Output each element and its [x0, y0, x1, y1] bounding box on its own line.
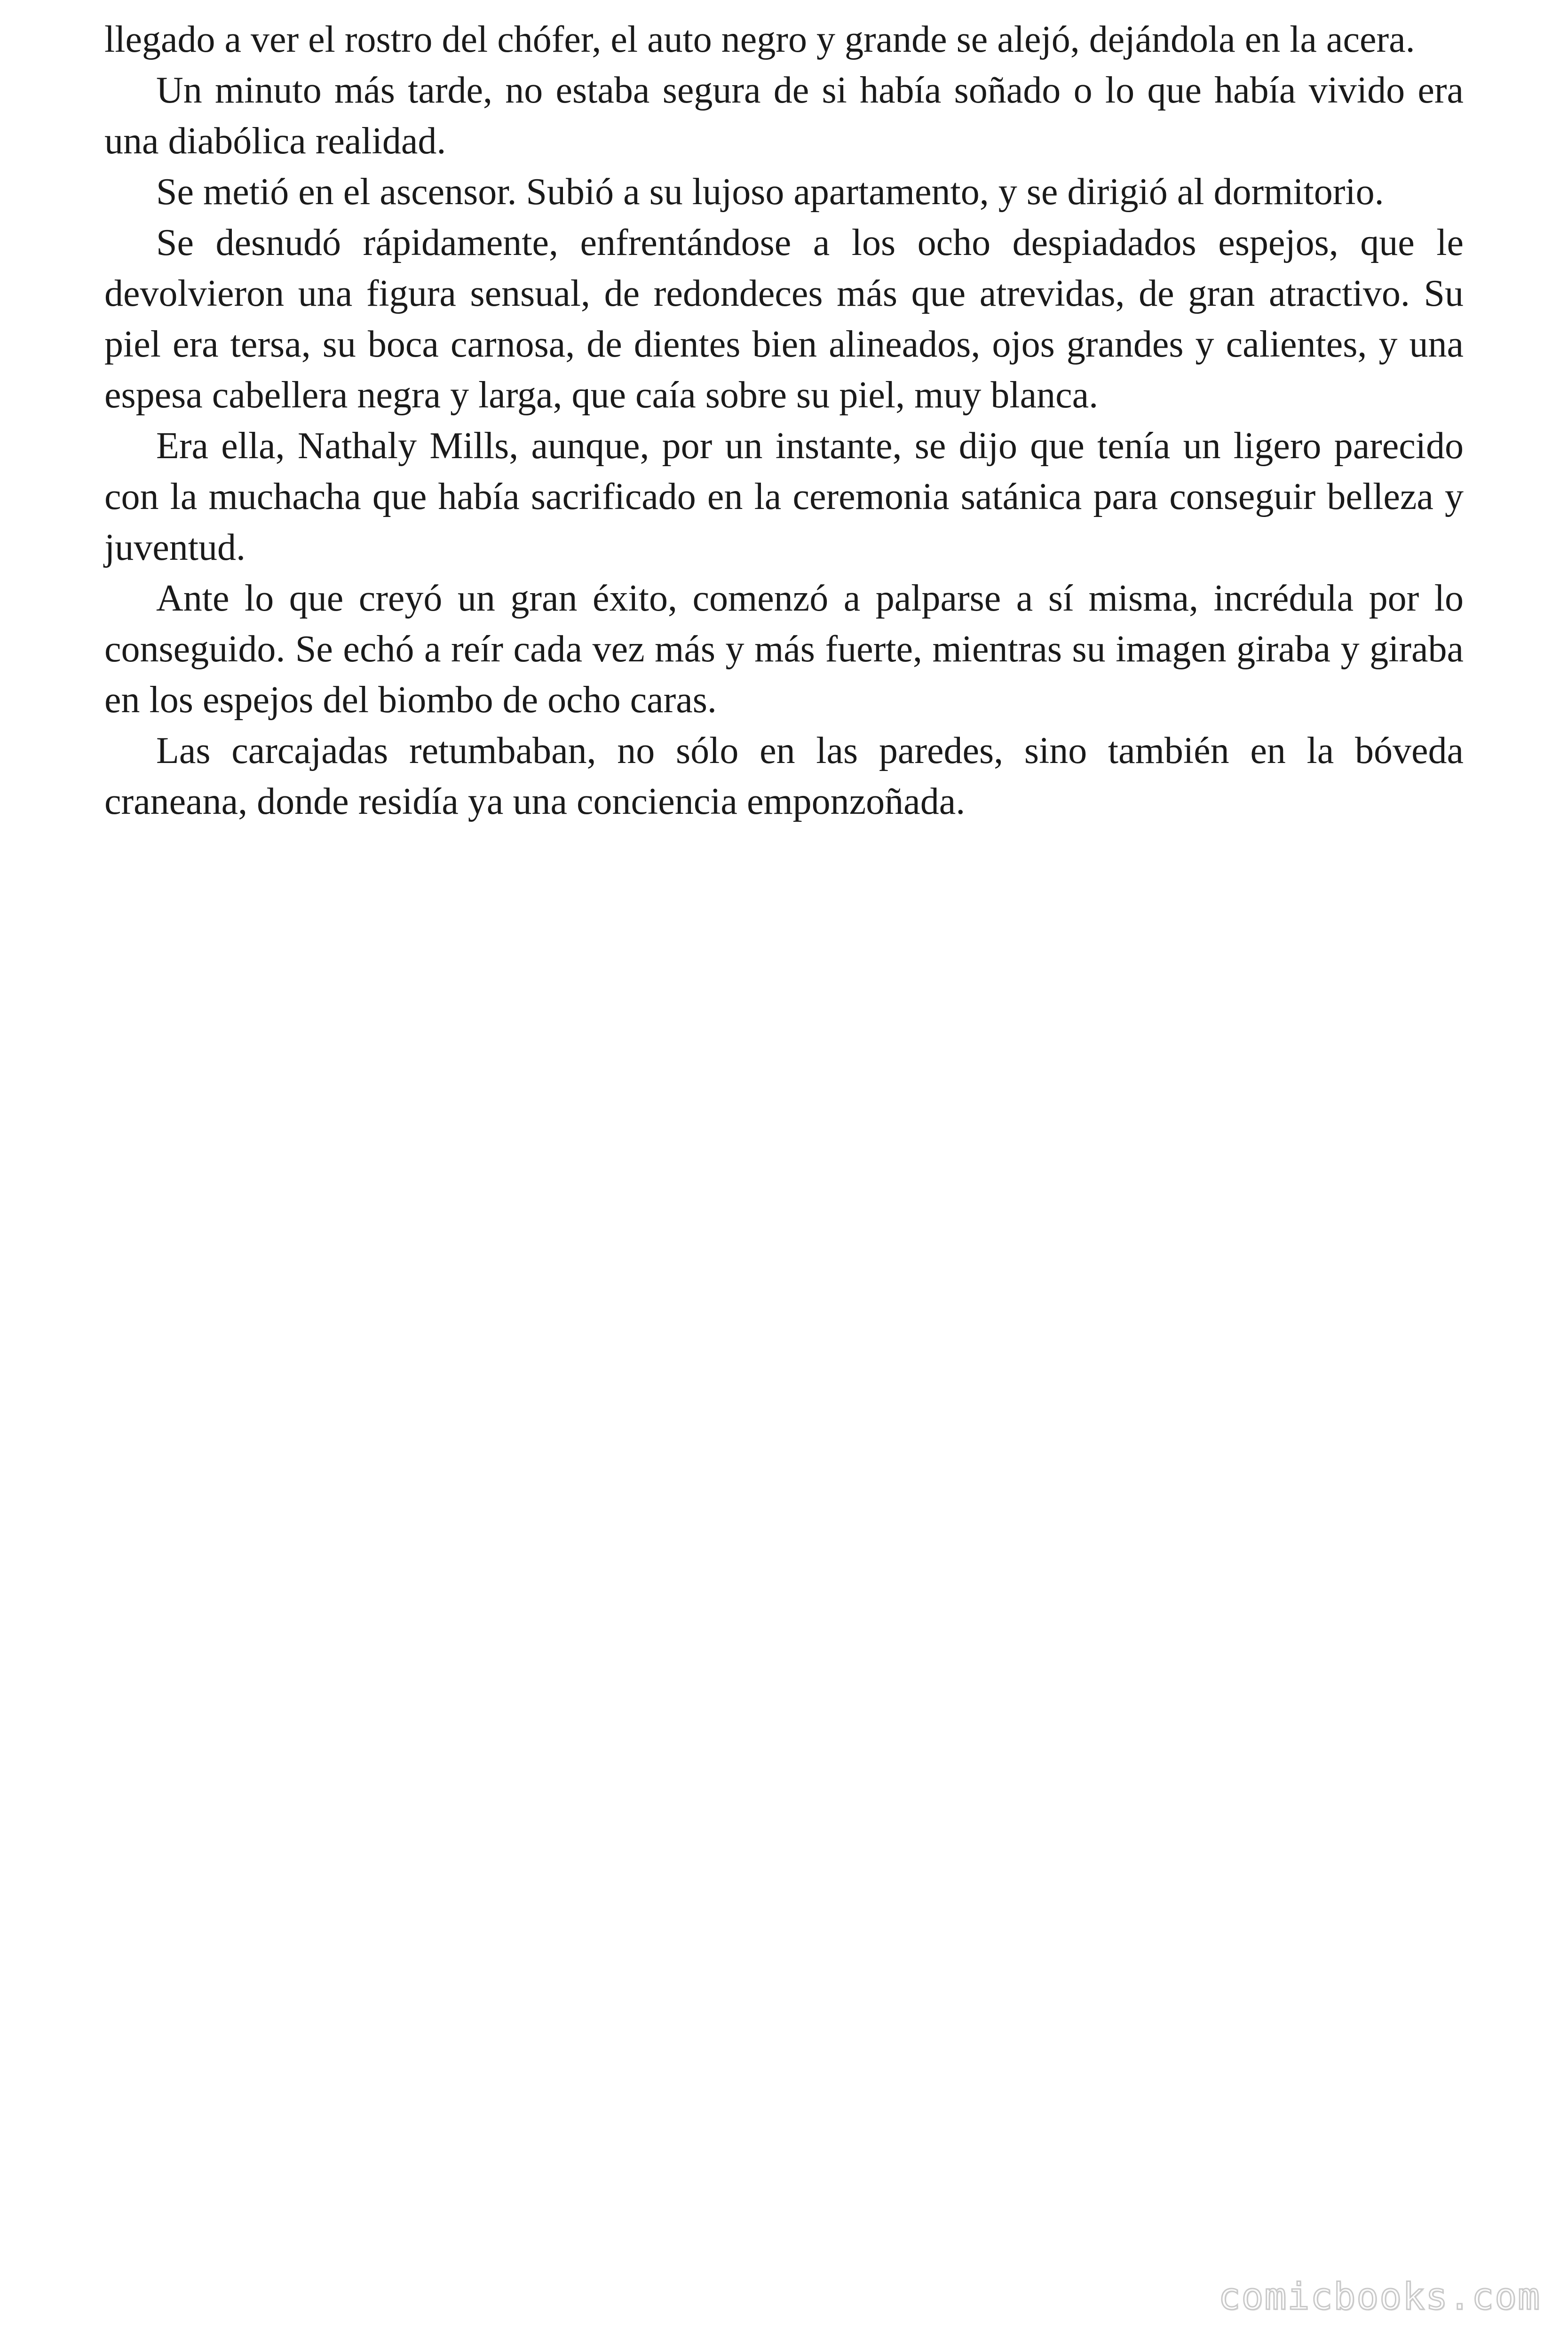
paragraph-5: Era ella, Nathaly Mills, aunque, por un instante, se dijo que tenía un ligero parecido con la muchacha que había sacrificado en la ceremonia satánica para conseguir belleza y juventud. [104, 425, 1464, 568]
paragraph-7: Las carcajadas retumbaban, no sólo en las paredes, sino también en la bóveda craneana, donde residía ya una conciencia emponzoñada. [104, 730, 1464, 822]
paragraph-3: Se metió en el ascensor. Subió a su lujoso apartamento, y se dirigió al dormitorio. [156, 171, 1384, 213]
paragraph-2: Un minuto más tarde, no estaba segura de si había soñado o lo que había vivido era una diabólica realidad. [104, 70, 1464, 162]
paragraph-6: Ante lo que creyó un gran éxito, comenzó a palparse a sí misma, incrédula por lo conseguido. Se echó a reír cada vez más y más fuerte, mientras su imagen giraba y giraba en los espejos del biombo de ocho caras. [104, 578, 1464, 721]
body-text [104, 14, 1464, 827]
site-watermark: comicbooks.com [1218, 2276, 1541, 2318]
paragraph-1: llegado a ver el rostro del chófer, el auto negro y grande se alejó, dejándola en la acera. [104, 19, 1415, 60]
paragraph-4: Se desnudó rápidamente, enfrentándose a los ocho despiadados espejos, que le devolvieron una figura sensual, de redondeces más que atrevidas, de gran atractivo. Su piel era tersa, su boca carnosa, de dientes bien alineados, ojos grandes y calientes, y una espesa cabellera negra y larga, que caía sobre su piel, muy blanca. [104, 222, 1464, 416]
